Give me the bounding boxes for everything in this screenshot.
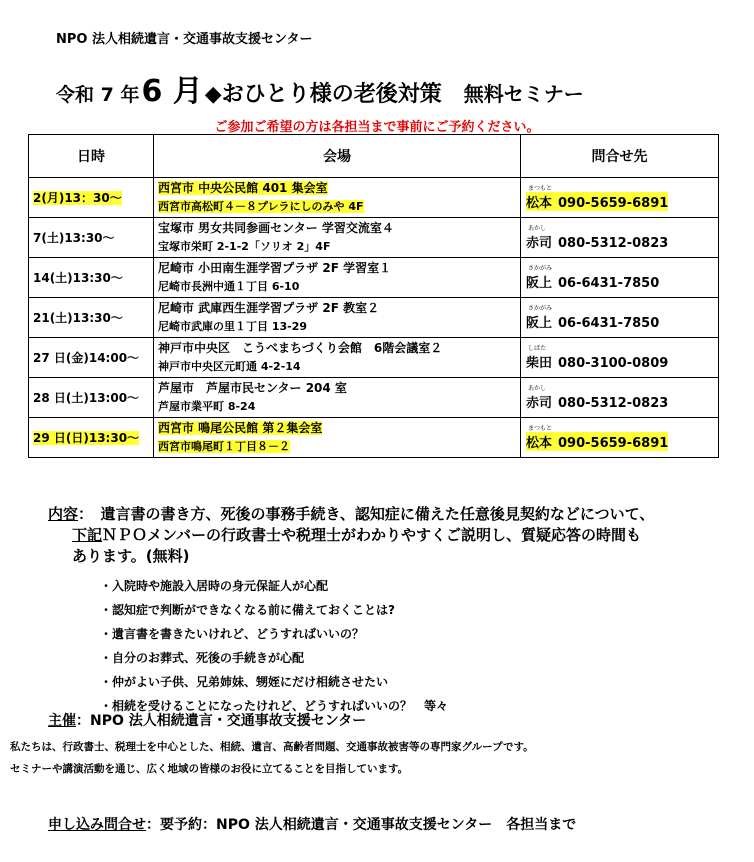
venue-cell [154, 418, 521, 458]
venue-address: 神戸市中央区元町通 4-2-14 [158, 360, 301, 373]
contact-phone: 090-5659-6891 [558, 435, 669, 451]
date-text: 14(土)13:30～ [33, 271, 123, 285]
contact-name: 阪上 [526, 275, 553, 291]
list-item: ・自分のお葬式、死後の手続きが心配 [100, 651, 305, 665]
contact-phone: 06-6431-7850 [558, 315, 660, 331]
concern-list [100, 574, 448, 718]
venue-address: 尼崎市長洲中通１丁目 6-10 [158, 280, 300, 293]
content-label: 内容 [48, 505, 79, 523]
contact-phone: 080-5312-0823 [558, 395, 669, 411]
venue-address: 西宮市鳴尾町１丁目８－２ [158, 440, 290, 453]
title-main: ◆おひとり様の老後対策 [204, 82, 442, 107]
content-line1: 遺言書の書き方、死後の事務手続き、認知症に備えた任意後見契約などについて、 [85, 505, 655, 523]
venue-cell [154, 338, 521, 378]
contact-ruby: あかし [528, 384, 547, 392]
list-item: ・遺言書を書きたいけれど、どうすればいいの？ [100, 627, 365, 641]
date-cell [29, 178, 154, 218]
application-line [48, 814, 576, 834]
venue-name: 西宮市 鳴尾公民館 第２集会室 [158, 421, 323, 435]
header-date: 日時 [29, 135, 154, 178]
contact-phone: 080-3100-0809 [558, 355, 669, 371]
table-row [29, 218, 719, 258]
contact-cell [521, 338, 719, 378]
sponsor-label: 主催 [48, 713, 76, 729]
contact-phone: 080-5312-0823 [558, 235, 669, 251]
venue-cell [154, 378, 521, 418]
contact-phone: 06-6431-7850 [558, 275, 660, 291]
content-line3: あります。(無料) [72, 547, 190, 565]
contact-phone: 090-5659-6891 [558, 195, 669, 211]
reservation-notice: ご参加ご希望の方は各担当まで事前にご予約ください。 [214, 120, 540, 135]
contact-ruby: さかがみ [528, 304, 553, 312]
table-row [29, 258, 719, 298]
contact-cell [521, 218, 719, 258]
venue-name: 尼崎市 小田南生涯学習プラザ 2F 学習室１ [158, 261, 392, 275]
contact-ruby: まつもと [528, 184, 553, 192]
title-seminar: 無料セミナー [463, 82, 584, 106]
contact-ruby: しばた [528, 344, 547, 352]
contact-name: 柴田 [526, 355, 553, 371]
date-cell [29, 258, 154, 298]
contact-ruby: まつもと [528, 424, 553, 432]
list-item: ・相続を受けることになったけれど、どうすればいいの？ 等々 [100, 699, 449, 713]
list-item: ・仲がよい子供、兄弟姉妹、甥姪にだけ相続させたい [100, 675, 389, 689]
date-cell [29, 338, 154, 378]
venue-cell [154, 298, 521, 338]
venue-name: 西宮市 中央公民館 401 集会室 [158, 181, 328, 195]
apply-text: ：要予約：NPO 法人相続遺言・交通事故支援センター 各担当まで [146, 817, 577, 833]
page-title [56, 66, 736, 110]
sponsor-text: ：NPO 法人相続遺言・交通事故支援センター [76, 713, 367, 729]
contact-name: 松本 [526, 195, 553, 211]
list-item: ・認知症で判断ができなくなる前に備えておくことは? [100, 603, 395, 617]
venue-name: 宝塚市 男女共同参画センター 学習交流室４ [158, 221, 394, 235]
content-line2: ＮＰＯメンバーの行政書士や税理士がわかりやすくご説明し、質疑応答の時間も [102, 526, 641, 544]
table-row [29, 298, 719, 338]
contact-name: 阪上 [526, 315, 553, 331]
table-row [29, 418, 719, 458]
venue-cell [154, 178, 521, 218]
content-section [48, 504, 738, 567]
contact-cell [521, 178, 719, 218]
date-cell [29, 218, 154, 258]
description-line1: 私たちは、行政書士、税理士を中心とした、相続、遺言、高齢者問題、交通事故被害等の専門家グループです。 [10, 741, 534, 753]
header-contact: 問合せ先 [521, 135, 719, 178]
contact-ruby: さかがみ [528, 264, 553, 272]
contact-name: 赤司 [526, 235, 553, 251]
schedule-table [28, 134, 719, 458]
apply-label: 申し込み問合せ [48, 817, 146, 833]
venue-address: 宝塚市栄町 2-1-2「ソリオ 2」4F [158, 240, 331, 253]
contact-ruby: あかし [528, 224, 547, 232]
list-item: ・入院時や施設入居時の身元保証人が心配 [100, 579, 329, 593]
venue-address: 芦屋市業平町 8-24 [158, 400, 256, 413]
date-cell [29, 378, 154, 418]
date-cell [29, 298, 154, 338]
venue-address: 尼崎市武庫の里１丁目 13-29 [158, 320, 308, 333]
contact-name: 赤司 [526, 395, 553, 411]
contact-name: 松本 [526, 435, 553, 451]
venue-name: 神戸市中央区 こうべまちづくり会館 6階会議室２ [158, 341, 443, 355]
table-row [29, 378, 719, 418]
date-text: 2(月)13：30～ [33, 191, 122, 205]
date-text: 27 日(金)14:00～ [33, 351, 140, 365]
sponsor-line [48, 710, 366, 730]
date-cell [29, 418, 154, 458]
date-text: 21(土)13:30～ [33, 311, 123, 325]
content-separator: ： [78, 505, 86, 523]
header-venue: 会場 [154, 135, 521, 178]
date-text: 28 日(土)13:00～ [33, 391, 140, 405]
date-text: 29 日(日)13:30～ [33, 431, 140, 445]
table-row [29, 338, 719, 378]
organization-description [10, 736, 534, 780]
date-text: 7(土)13:30～ [33, 231, 115, 245]
venue-name: 尼崎市 武庫西生涯学習プラザ 2F 教室２ [158, 301, 380, 315]
venue-address: 西宮市高松町４－８プレラにしのみや 4F [158, 200, 364, 213]
venue-cell [154, 218, 521, 258]
contact-cell [521, 298, 719, 338]
contact-cell [521, 258, 719, 298]
venue-cell [154, 258, 521, 298]
organization-name: NPO 法人相続遺言・交通事故支援センター [56, 32, 313, 47]
description-line2: セミナーや講演活動を通じ、広く地域の皆様のお役に立てることを目指しています。 [10, 763, 409, 775]
table-row [29, 178, 719, 218]
venue-name: 芦屋市 芦屋市民センター 204 室 [158, 381, 347, 395]
contact-cell [521, 378, 719, 418]
title-month: 6 月 [141, 74, 203, 109]
table-header-row [29, 135, 719, 178]
contact-cell [521, 418, 719, 458]
content-line2-underlined: 下記 [72, 526, 103, 544]
title-prefix: 令和 7 年 [56, 84, 140, 106]
